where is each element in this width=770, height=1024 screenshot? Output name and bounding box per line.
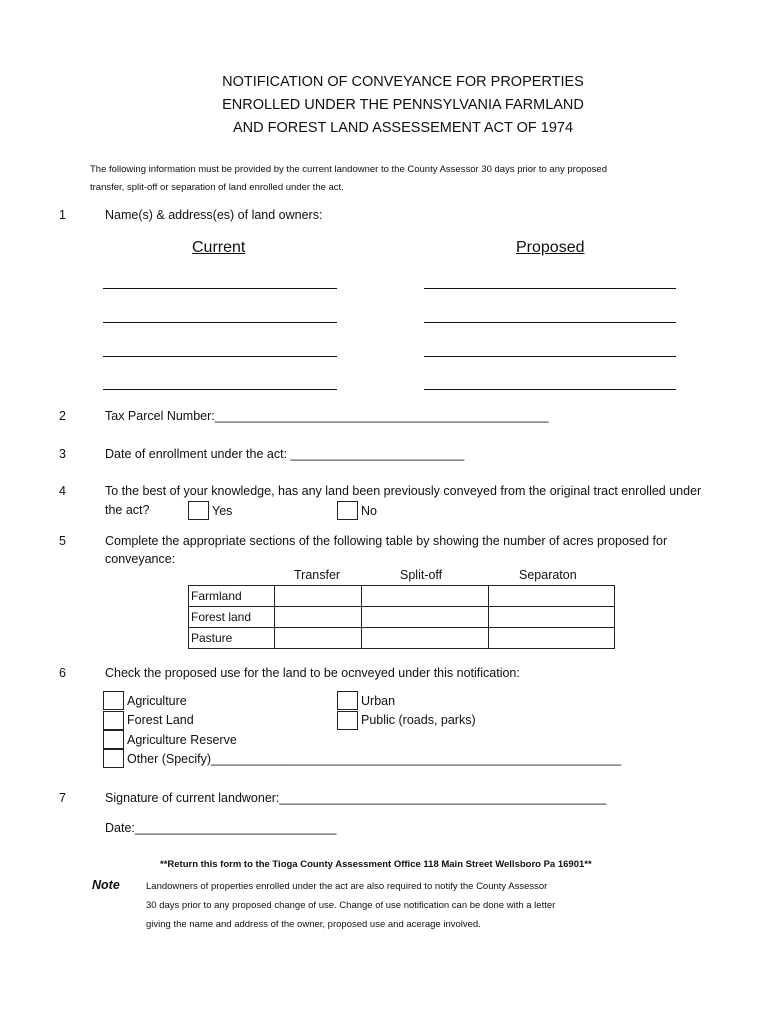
return-instructions: **Return this form to the Tioga County Assessment Office 118 Main Street Wellsboro Pa 16901** [160,859,592,870]
question-5-number: 5 [59,534,66,548]
table-row [189,607,615,628]
question-1-text: Name(s) & address(es) of land owners: [105,208,323,222]
pasture-separation-cell[interactable] [489,628,615,649]
forest-land-separation-cell[interactable] [489,607,615,628]
row-label-pasture: Pasture [189,628,275,649]
date-field[interactable]: Date:_____________________________ [105,821,337,835]
question-5-text: Complete the appropriate sections of the following table by showing the number of acres proposed for [105,534,668,548]
note-label: Note [92,878,120,892]
question-4-number: 4 [59,484,66,498]
note-line-3: giving the name and address of the owner, proposed use and acerage involved. [146,919,481,930]
table-row [189,628,615,649]
forest-land-split-off-cell[interactable] [362,607,489,628]
question-4-text: To the best of your knowledge, has any land been previously conveyed from the original tract enrolled under [105,484,702,498]
row-label-forest-land: Forest land [189,607,275,628]
question-6-text: Check the proposed use for the land to be ocnveyed under this notification: [105,666,520,680]
note-line-2: 30 days prior to any proposed change of use. Change of use notification can be done with a letter [146,900,556,911]
no-checkbox[interactable] [337,501,358,520]
table-row [189,586,615,607]
public-checkbox[interactable] [337,711,358,730]
urban-label: Urban [361,694,396,708]
farmland-separation-cell[interactable] [489,586,615,607]
yes-label: Yes [212,504,233,518]
question-6-number: 6 [59,666,66,680]
forest-land-transfer-cell[interactable] [275,607,362,628]
question-3-number: 3 [59,447,66,461]
current-owner-line-1[interactable] [103,288,337,289]
current-owner-line-3[interactable] [103,356,337,357]
signature-field[interactable]: Signature of current landwoner:_______________________________________________ [105,791,607,805]
question-7-number: 7 [59,791,66,805]
agriculture-label: Agriculture [127,694,187,708]
other-specify-field[interactable]: Other (Specify)___________________________________________________________ [127,752,622,766]
proposed-owner-line-1[interactable] [424,288,676,289]
agriculture-reserve-label: Agriculture Reserve [127,733,237,747]
question-1-number: 1 [59,208,66,222]
current-owner-line-4[interactable] [103,389,337,390]
note-line-1: Landowners of properties enrolled under the act are also required to notify the County Assessor [146,881,548,892]
intro-line-1: The following information must be provided by the current landowner to the County Assessor 30 days prior to any proposed [90,164,607,175]
column-header-separation: Separaton [519,568,577,582]
form-title-line-3: AND FOREST LAND ASSESSEMENT ACT OF 1974 [232,120,574,136]
column-header-split-off: Split-off [400,568,443,582]
row-label-farmland: Farmland [189,586,275,607]
urban-checkbox[interactable] [337,691,358,710]
form-title-line-1: NOTIFICATION OF CONVEYANCE FOR PROPERTIES [222,74,584,90]
question-2-number: 2 [59,409,66,423]
proposed-owner-line-3[interactable] [424,356,676,357]
pasture-split-off-cell[interactable] [362,628,489,649]
column-header-transfer: Transfer [294,568,341,582]
question-5-text-cont: conveyance: [105,552,176,566]
forest-land-label: Forest Land [127,713,194,727]
proposed-owner-heading: Proposed [516,239,585,256]
current-owner-line-2[interactable] [103,322,337,323]
proposed-owner-line-2[interactable] [424,322,676,323]
agriculture-reserve-checkbox[interactable] [103,730,124,749]
current-owner-heading: Current [192,239,246,256]
agriculture-checkbox[interactable] [103,691,124,710]
tax-parcel-field[interactable]: Tax Parcel Number:________________________________________________ [105,409,549,423]
acres-table [188,585,615,649]
public-label: Public (roads, parks) [361,713,476,727]
intro-line-2: transfer, split-off or separation of land enrolled under the act. [90,182,344,193]
proposed-owner-line-4[interactable] [424,389,676,390]
forest-land-checkbox[interactable] [103,711,124,730]
pasture-transfer-cell[interactable] [275,628,362,649]
farmland-transfer-cell[interactable] [275,586,362,607]
farmland-split-off-cell[interactable] [362,586,489,607]
yes-checkbox[interactable] [188,501,209,520]
enrollment-date-field[interactable]: Date of enrollment under the act: _________________________ [105,447,465,461]
no-label: No [361,504,377,518]
question-4-text-cont: the act? [105,503,150,517]
form-title-line-2: ENROLLED UNDER THE PENNSYLVANIA FARMLAND [222,97,584,113]
other-checkbox[interactable] [103,749,124,768]
